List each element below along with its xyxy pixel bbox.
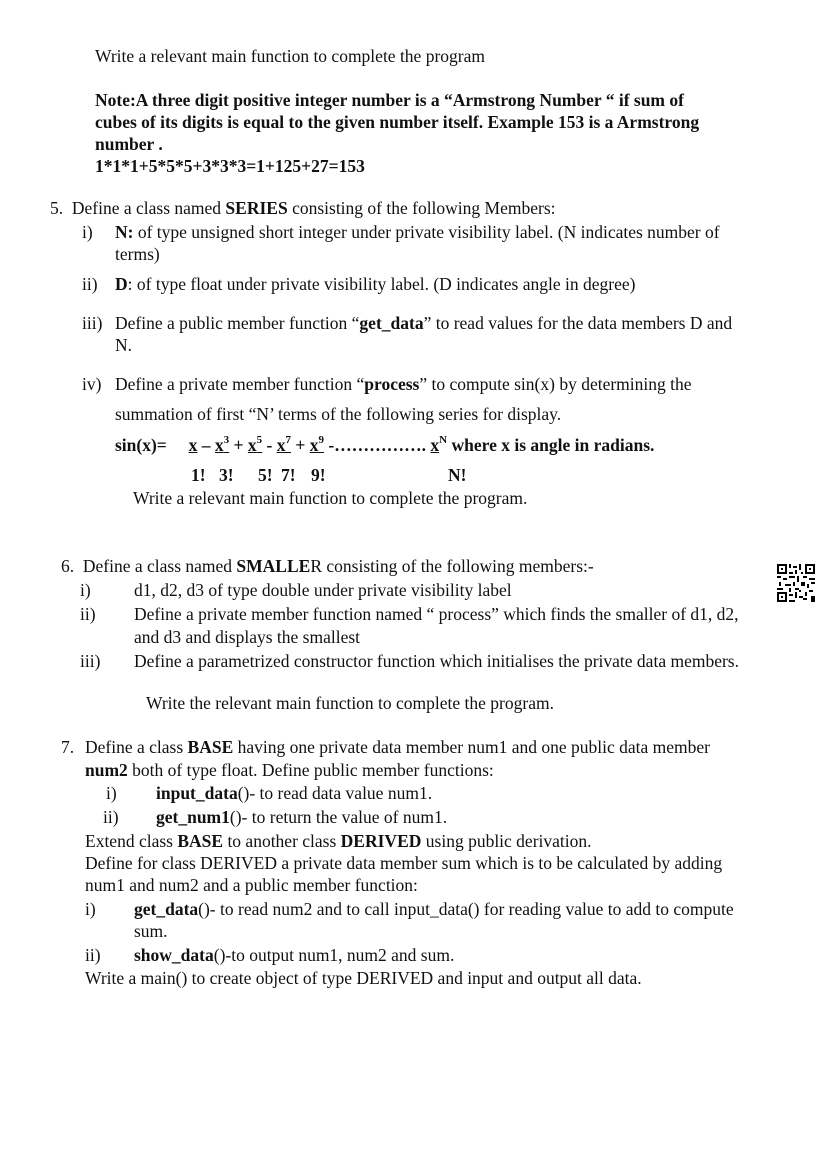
formula-denominator: 1! [191,465,206,485]
formula-term: x [430,435,440,455]
final-instruction: Write a main() to create object of type DERIVED and input and output all data. [85,968,642,988]
item-text: ” to read values for the data members D and [423,313,733,333]
list-item: Define a private member function named “ process” which finds the smaller of d1, d2, [134,604,739,624]
question-number: 5. [50,198,64,218]
formula-term: x [214,435,224,455]
question-lead: Define a class named [82,556,237,576]
member-name: D [115,274,128,294]
list-marker: iv) [82,374,102,394]
list-marker: i) [80,580,91,600]
question-text: Extend class [85,831,178,851]
list-marker: ii) [80,604,96,624]
formula-denominator: 7! [281,465,296,485]
function-name: get_data [134,899,199,919]
question-text: Define a class [85,737,188,757]
item-text: of type unsigned short integer under private visibility label. (N indicates number of [133,222,720,242]
note-line-2: cubes of its digits is equal to the given number itself. Example 153 is a Armstrong [95,112,700,132]
note-line-1: Note:A three digit positive integer number is a “Armstrong Number “ if sum of [95,90,684,110]
question-tail: consisting of the following Members: [287,198,556,218]
formula-denominator: 3! [219,465,234,485]
list-item-continuation: sum. [134,921,168,941]
main-function-instruction: Write a relevant main function to complete the program [95,46,485,66]
question-lead: Define a class named [71,198,226,218]
list-marker: iii) [82,313,103,333]
list-marker: iii) [80,651,101,671]
formula-denominator: 5! [258,465,273,485]
question-7-line-1 [85,736,710,758]
formula-denominator: 9! [311,465,326,485]
formula-operator: - [262,435,277,455]
item-text: ()- to read num2 and to call input_data() for reading value to add to compute [198,899,734,919]
list-item-continuation: and d3 and displays the smallest [134,627,361,647]
list-marker: i) [85,899,96,919]
function-name: input_data [156,783,238,803]
question-5-heading [50,197,556,219]
question-number: 6. [61,556,75,576]
list-marker: ii) [103,807,119,827]
question-7-line-2 [85,759,494,781]
item-text: : of type float under private visibility label. (D indicates angle in degree) [127,274,636,294]
item-text: Define a private member function “ [115,374,365,394]
define-line-2: num1 and num2 and a public member function: [85,875,418,895]
item-text: ()- to read data value num1. [237,783,433,803]
function-name: get_num1 [156,807,230,827]
item-text: ()-to output num1, num2 and sum. [213,945,455,965]
item-text: Define a public member function “ [115,313,360,333]
class-name: DERIVED [340,831,422,851]
list-item: Define a parametrized constructor function which initialises the private data members. [134,651,739,671]
formula-exponent: 3 [223,434,230,447]
item-text: ” to compute sin(x) by determining the [419,374,692,394]
list-marker: ii) [85,945,101,965]
function-name: show_data [134,945,214,965]
function-name: process [364,374,420,394]
formula-term: x [247,435,257,455]
list-item [134,898,734,920]
question-text: to another class [223,831,341,851]
formula-exponent: 7 [285,434,291,447]
list-marker: i) [106,783,117,803]
qr-code-icon [777,564,815,602]
list-item [156,782,432,804]
function-name: get_data [359,313,424,333]
list-marker: i) [82,222,93,242]
list-item [115,221,720,243]
list-item-continuation: summation of first “N’ terms of the following series for display. [115,404,562,424]
list-item [115,273,635,295]
list-item: d1, d2, d3 of type double under private visibility label [134,580,512,600]
class-name: BASE [187,737,234,757]
question-tail: consisting of the following members:- [322,556,594,576]
question-6-heading [61,555,594,577]
formula-term: x [188,435,198,455]
class-name: BASE [177,831,224,851]
list-item [134,944,454,966]
main-function-instruction: Write a relevant main function to complete the program. [133,488,528,508]
formula-operator: + [229,435,248,455]
member-name: num2 [85,760,128,780]
series-formula [115,434,654,456]
question-text: having one private data member num1 and one public data member [233,737,710,757]
member-name: N: [115,222,134,242]
note-armstrong-example: 1*1*1+5*5*5+3*3*3=1+125+27=153 [95,156,365,176]
formula-lhs: sin(x)= [115,435,167,455]
question-text: both of type float. Define public member functions: [127,760,494,780]
list-item [156,806,447,828]
formula-note: where x is angle in radians. [447,435,655,455]
list-marker: ii) [82,274,98,294]
list-item [115,373,692,395]
formula-term: x [276,435,286,455]
formula-term: x [309,435,319,455]
formula-denominator: N! [448,465,467,485]
class-name: SMALLE [236,556,311,576]
item-text: ()- to return the value of num1. [229,807,448,827]
extend-line [85,830,592,852]
define-line-1: Define for class DERIVED a private data member sum which is to be calculated by adding [85,853,723,873]
list-item-continuation: terms) [115,244,160,264]
note-line-3: number . [95,134,163,154]
formula-exponent: 9 [318,434,324,447]
main-function-instruction: Write the relevant main function to complete the program. [146,693,554,713]
formula-operator: + [290,435,310,455]
formula-exponent: N [439,434,448,447]
formula-operator: – [197,435,215,455]
list-item [115,312,732,334]
class-name-tail: R [310,556,323,576]
list-item-continuation: N. [115,335,133,355]
question-number: 7. [61,737,75,757]
formula-ellipsis: -……………. [323,435,431,455]
formula-exponent: 5 [256,434,263,447]
question-text: using public derivation. [421,831,592,851]
class-name: SERIES [225,198,288,218]
